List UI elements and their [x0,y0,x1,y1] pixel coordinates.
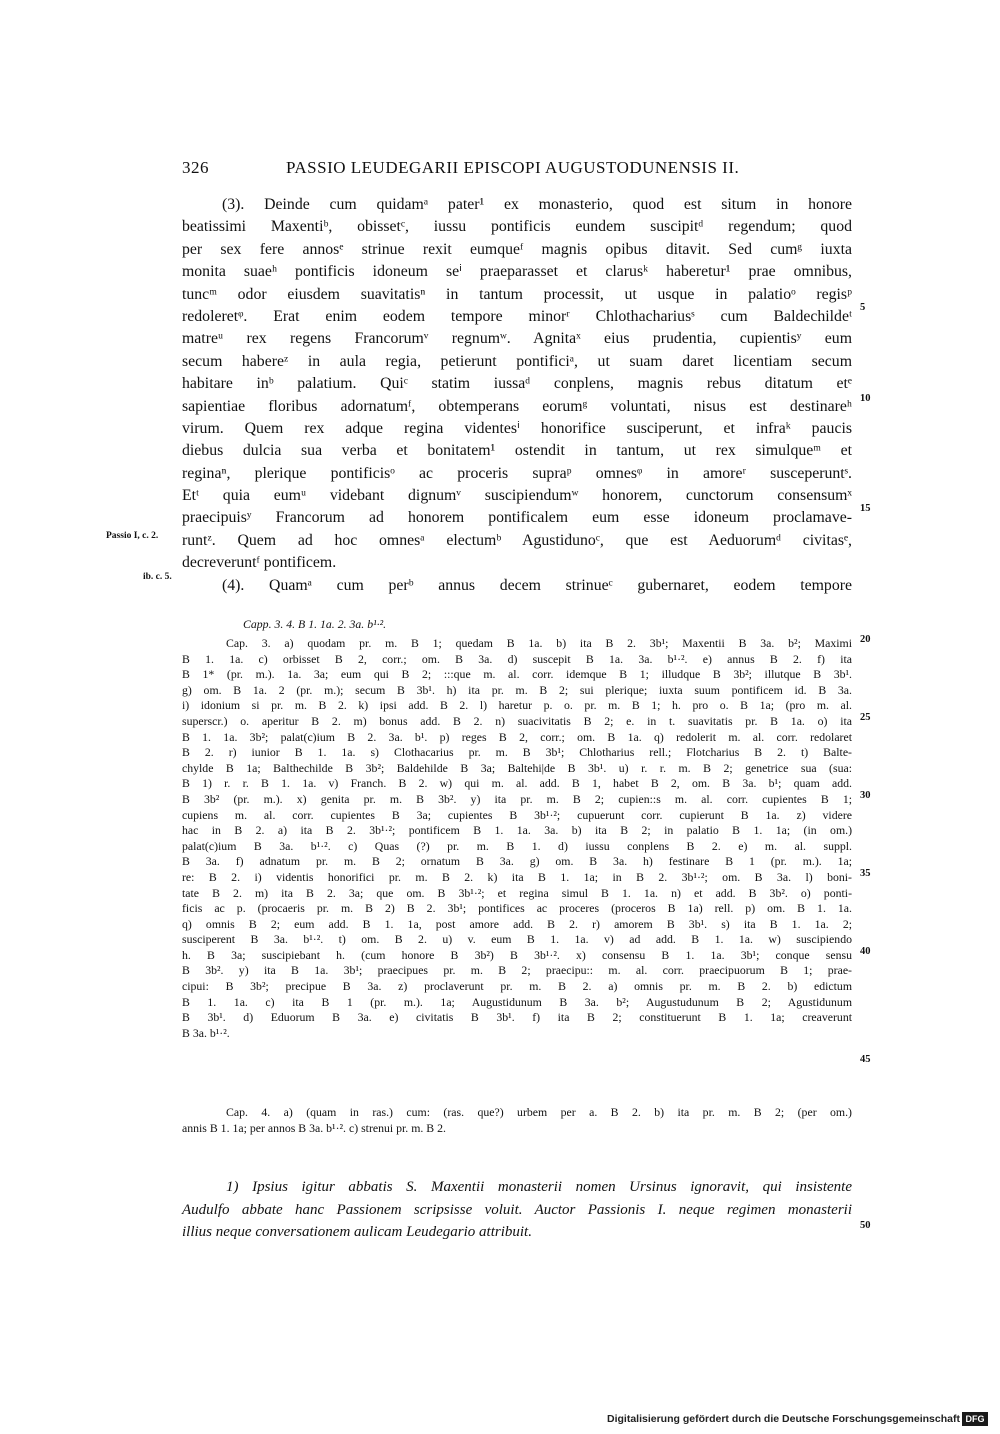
apparatus-line: B 3b² (pr. m.). x) genita pr. m. B 3b². y) ita pr. m. B 2; cupien::s m. al. corr. cupientes B 1; [182,791,852,806]
footnote-line: 1) Ipsius igitur abbatis S. Maxentii monasterii nomen Ursinus ignoravit, qui insistente [226,1179,852,1195]
text-line: virum. Quem rex adque regina videntesⁱ honorifice susciperunt, et infraᵏ paucis [182,419,852,437]
apparatus-line: ficis ac p. (procaeris pr. m. B 2) B 2. 3b¹; pontifices ac proceres (proceros B 1a) rell. p) om. B 1. 1a. [182,901,852,916]
apparatus-line: tate B 2. m) ita B 2. 3a; que om. B 3b¹·²; et regina simul B 1. 1a. n) et add. B 3b². o) ponti- [182,885,852,900]
line-number: 20 [860,634,871,645]
text-line: beatissimi Maxentiᵇ, obissetᶜ, iussu pontificis eundem suscipitᵈ regendum; quod [182,218,852,236]
page-header [182,158,848,180]
text-line: (4). Quamᵃ cum perᵇ annus decem strinueᶜ gubernaret, eodem tempore [222,576,852,594]
apparatus-line: B 1. 1a. 3b²; palat(c)ium B 2. 3a. b¹. p) reges B 2, corr.; om. B 1a. q) redolerit m. al. corr. redolaret [182,729,852,744]
line-number: 40 [860,946,871,957]
line-number: 50 [860,1220,871,1231]
line-number: 25 [860,712,871,723]
text-line: diebus dulcia sua verba et bonitatem¹ ostendit in tantum, ut rex simulqueᵐ et [182,442,852,460]
apparatus-line: B 3b². y) ita B 1a. 3b¹; praecipues pr. m. B 2; praecipu:: m. al. corr. praecipuorum B 1; prae- [182,963,852,978]
apparatus-line: palat(c)ium B 3a. b¹·². c) Quas (?) pr. m. B 1. d) iussu conplens B 2. e) m. al. suppl. [182,838,852,853]
apparatus-line: q) omnis B 2; eum add. B 1. 1a, post amore add. B 2. r) amorem B 3b¹. s) ita B 1. 1a. 2; [182,916,852,931]
apparatus-line: annis B 1. 1a; per annos B 3a. b¹·². c) strenui pr. m. B 2. [182,1120,446,1135]
digitization-footer [607,1412,989,1428]
running-title: PASSIO LEUDEGARII EPISCOPI AUGUSTODUNENSIS II. [286,158,740,177]
line-number: 5 [860,302,866,313]
apparatus-line: cupiens m. al. corr. cupientes B 3a; cupientes B 3b¹·²; cupuerunt corr. cupierunt B 1a. z) videre [182,807,852,822]
text-line: Etᵗ quia eumᵘ videbant dignumᵛ suscipiendumʷ honorem, cunctorum consensumˣ [182,487,852,505]
text-line: sapientiae floribus adornatumᶠ, obtemperans eorumᵍ voluntati, nisus est destinareʰ [182,397,852,415]
dfg-logo: DFG [962,1412,988,1426]
apparatus-line: B 1. 1a. c) orbisset B 2, corr.; om. B 3a. d) suscepit B 1a. 3a. b¹·². e) annus B 2. f) ita [182,651,852,666]
apparatus-line: g) om. B 1a. 2 (pr. m.); secum B 3b¹. h) ita pr. m. B 2; sui plerique; iuxta suum pontificem id. B 3a. [182,682,852,697]
apparatus-line: B 1* (pr. m.). 1a. 3a; eum qui B 2; :::que m. al. corr. idemque B 1; illudque B 3b²; illutque B 3b¹. [182,667,852,682]
text-line: monita suaeʰ pontificis idoneum seⁱ praeparasset et clarusᵏ haberetur¹ prae omnibus, [182,263,852,281]
page-number: 326 [182,158,209,177]
apparatus-cap4 [182,1105,852,1136]
apparatus-line: hac in B 2. a) ita B 2. 3b¹·²; pontificem B 1. 1a. 3a. b) ita B 2; in palatio B 1. 1a; (in om.) [182,823,852,838]
main-text [182,194,852,597]
text-line: reginaⁿ, plerique pontificisᵒ ac proceris supraᵖ omnesᵠ in amoreʳ susceperuntˢ. [182,464,852,482]
text-line: decreveruntᶠ pontificem. [182,554,337,572]
text-line: runtᶻ. Quem ad hoc omnesᵃ electumᵇ Agustidunoᶜ, que est Aeduorumᵈ civitasᵉ, [182,531,852,549]
line-number: 15 [860,503,871,514]
apparatus-line: Cap. 4. a) (quam in ras.) cum: (ras. que?) urbem per a. B 2. b) ita pr. m. B 2; (per om.) [226,1105,852,1119]
text-line: praecipuisʸ Francorum ad honorem pontificalem eum esse idoneum proclamave- [182,509,852,527]
apparatus-line: B 3b¹. d) Eduorum B 3a. e) civitatis B 3b¹. f) ita B 2; constituerunt B 1. 1a; creaverunt [182,1010,852,1025]
text-line: per sex fere annosᵉ strinue rexit eumqueᶠ magnis opibus ditavit. Sed cumᵍ iuxta [182,240,852,258]
margin-note-ib: ib. c. 5. [143,572,172,582]
line-number: 10 [860,393,871,404]
apparatus-line: cipui: B 3b²; precipue B 3a. z) proclaverunt pr. m. B 2. a) omnis pr. m. B 2. b) edictum [182,979,852,994]
footnote [182,1176,852,1244]
text-line: (3). Deinde cum quidamᵃ pater¹ ex monasterio, quod est situm in honore [222,196,852,213]
apparatus-line: Cap. 3. a) quodam pr. m. B 1; quedam B 1a. b) ita B 2. 3b¹; Maxentii B 3a. b²; Maximi [226,636,852,650]
apparatus-line: susciperent B 3a. b¹·². t) om. B 2. u) v. eum B 1. 1a. v) ad add. B 1. 1a. w) suscipiendo [182,932,852,947]
apparatus-line: B 1. 1a. c) ita B 1 (pr. m.). 1a; Augustidunum B 3a. b²; Augustudunum B 2; Agustidunum [182,994,852,1009]
apparatus-line: i) idonium si pr. m. B 2. k) ipsi add. B 2. l) haretur p. o. pr. m. B 1; h. pro o. B 1a; (pro m. al. [182,698,852,713]
apparatus-line: superscr.) o. aperitur B 2. m) bonus add. B 2. n) suacivitatis B 2; e. in t. suavitatis pr. B 1a. o) ita [182,713,852,728]
apparatus-line: B 3a. f) adnatum pr. m. B 2; ornatum B 3a. g) om. B 3a. h) festinare B 1 (pr. m.). 1a; [182,854,852,869]
text-line: matreᵘ rex regens Francorumᵛ regnumʷ. Agnitaˣ eius prudentia, cupientisʸ eum [182,330,852,348]
apparatus-heading: Capp. 3. 4. B 1. 1a. 2. 3a. b¹·². [243,617,387,631]
text-line: tuncᵐ odor eiusdem suavitatisⁿ in tantum processit, ut usque in palatioᵒ regisᵖ [182,285,852,303]
line-number: 30 [860,790,871,801]
line-number: 45 [860,1054,871,1065]
apparatus-line: B 2. r) iunior B 1. 1a. s) Clothacarius pr. m. B 3b¹; Chlotharius rell.; Flotcharius B 2. t) Balte- [182,745,852,760]
text-line: redoleretᵠ. Erat enim eodem tempore minorʳ Chlothachariusˢ cum Baldechildeᵗ [182,307,852,325]
footnote-line: Audulfo abbate hanc Passionem scripsisse voluit. Auctor Passionis I. neque regimen monasterii [182,1201,852,1218]
apparatus-line: B 3a. b¹·². [182,1025,230,1040]
text-line: secum habereᶻ in aula regia, petierunt pontificiᵃ, ut suam daret licentiam secum [182,352,852,370]
apparatus-line: chylde B 1a; Balthechilde B 3b²; Baldehilde B 3a; Baltehi|de B 3b¹. u) r. r. m. B 2; genetrice sua (sua: [182,760,852,775]
apparatus-line: B 1) r. r. B 1. 1a. v) Franch. B 2. w) qui m. al. add. B 1, habet B 2, om. B 3a. b¹; quam add. [182,776,852,791]
apparatus-line: re: B 2. i) videntis honorifici pr. m. B 2. k) ita B 1. 1a; in B 2. 3b¹·²; om. B 3a. l) boni- [182,869,852,884]
apparatus-line: h. B 3a; suscipiebant h. (cum honore B 3b²) B 3b¹·². x) consensu B 1. 1a. 3b¹; conque sensu [182,947,852,962]
apparatus-capp [243,617,843,633]
apparatus-cap3 [182,636,852,1041]
margin-note-passio: Passio I, c. 2. [106,531,159,541]
footer-text: Digitalisierung gefördert durch die Deutsche Forschungsgemeinschaft [607,1413,960,1425]
text-line: habitare inᵇ palatium. Quiᶜ statim iussaᵈ conplens, magnis rebus ditatum etᵉ [182,375,852,393]
line-number: 35 [860,868,871,879]
footnote-line: illius neque conversationem aulicam Leudegario attribuit. [182,1224,532,1240]
